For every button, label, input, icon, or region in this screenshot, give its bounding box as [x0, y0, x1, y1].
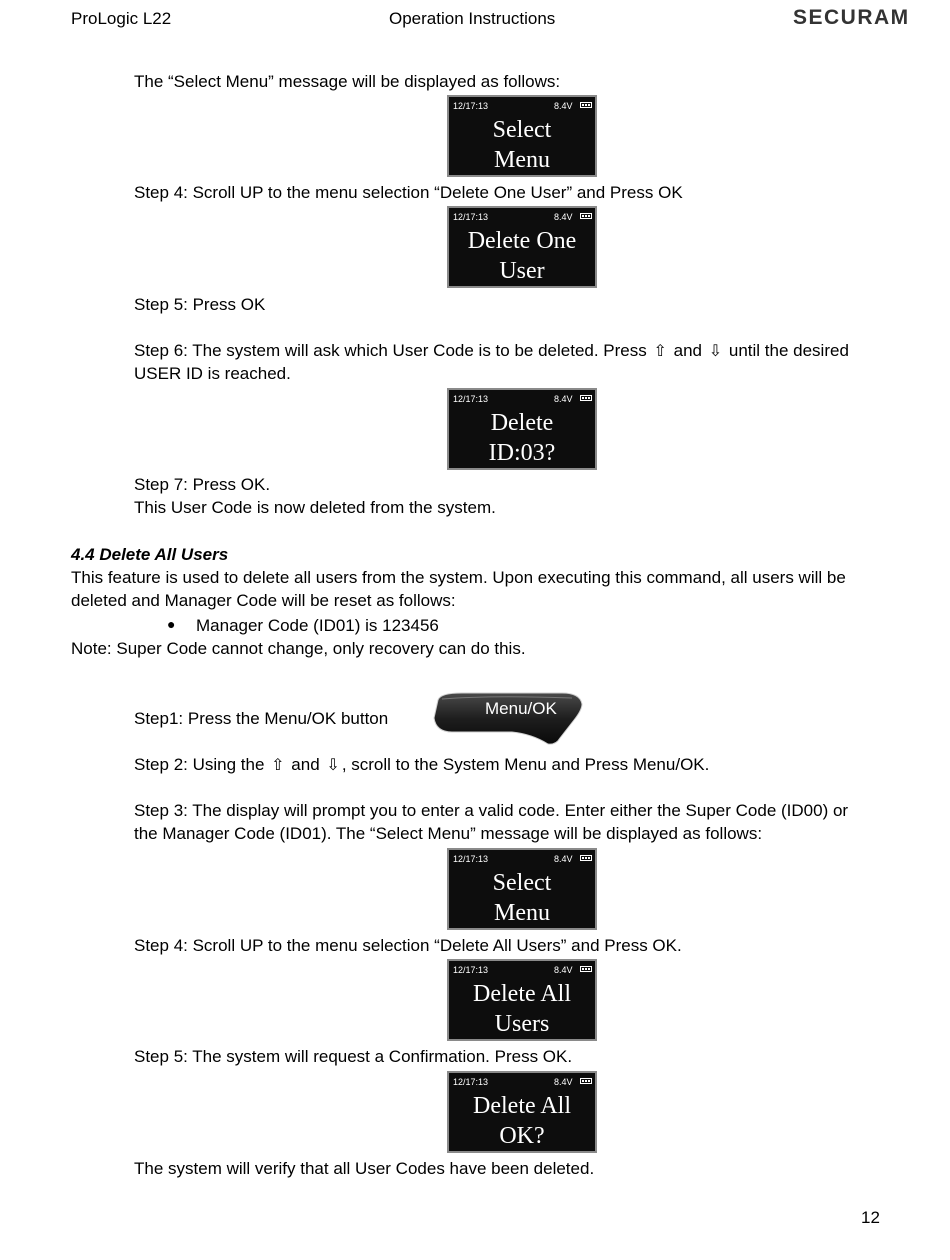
lcd-line-2: Menu	[494, 900, 550, 926]
lcd-screen-select-menu	[447, 95, 597, 177]
lcd-screen-delete-id	[447, 388, 597, 470]
menu-ok-button-image	[432, 690, 584, 746]
text-line: This User Code is now deleted from the system.	[134, 498, 496, 517]
lcd-line-1: Delete All	[473, 981, 571, 1007]
lcd-line-1: Delete All	[473, 1093, 571, 1119]
text-line: Step 5: The system will request a Confirmation. Press OK.	[134, 1047, 573, 1066]
brand-logo: SECURAM	[793, 6, 910, 29]
section-heading: 4.4 Delete All Users	[71, 545, 229, 564]
down-arrow-icon: ⇩	[326, 757, 340, 774]
lcd-line-2: Menu	[494, 147, 550, 173]
lcd-voltage: 8.4V	[554, 212, 573, 222]
lcd-line-2: ID:03?	[488, 440, 556, 466]
text-line: USER ID is reached.	[134, 364, 291, 383]
down-arrow-icon: ⇩	[708, 343, 723, 360]
battery-icon	[580, 395, 592, 401]
lcd-line-1: Delete	[490, 410, 554, 436]
lcd-screen-select-menu-2	[447, 848, 597, 930]
lcd-line-1: Select	[492, 117, 552, 143]
text-line: Step 7: Press OK.	[134, 475, 271, 494]
lcd-line-2: OK?	[499, 1123, 545, 1149]
text-line: Step 3: The display will prompt you to enter a valid code. Enter either the Super Code (ID00) or	[134, 801, 849, 820]
lcd-line-2: Users	[494, 1011, 550, 1037]
page-number: 12	[861, 1208, 880, 1227]
battery-icon	[580, 966, 592, 972]
text-line: Step 5: Press OK	[134, 295, 266, 314]
lcd-line-2: User	[499, 258, 545, 284]
text-line: Step 4: Scroll UP to the menu selection “Delete One User” and Press OK	[134, 183, 683, 202]
lcd-screen-delete-all-ok	[447, 1071, 597, 1153]
text-line: The “Select Menu” message will be displayed as follows:	[134, 72, 561, 91]
text-fragment: Step 2: Using the	[134, 755, 265, 774]
lcd-voltage: 8.4V	[554, 854, 573, 864]
lcd-time: 12/17:13	[453, 1077, 489, 1087]
lcd-line-1: Delete One	[467, 228, 577, 254]
lcd-screen-delete-all-users	[447, 959, 597, 1041]
lcd-line-1: Select	[492, 870, 552, 896]
lcd-voltage: 8.4V	[554, 965, 573, 975]
menu-button-label: Menu/OK	[485, 699, 557, 718]
text-fragment: and	[673, 341, 702, 360]
lcd-voltage: 8.4V	[554, 394, 573, 404]
battery-icon	[580, 855, 592, 861]
lcd-time: 12/17:13	[453, 101, 489, 111]
lcd-voltage: 8.4V	[554, 1077, 573, 1087]
text-line: deleted and Manager Code will be reset as follows:	[71, 591, 456, 610]
text-line: Note: Super Code cannot change, only recovery can do this.	[71, 639, 526, 658]
bullet-icon: ●	[167, 616, 176, 632]
up-arrow-icon: ⇧	[653, 343, 667, 360]
battery-icon	[580, 1078, 592, 1084]
text-fragment: and	[291, 755, 320, 774]
text-fragment: , scroll to the System Menu and Press Menu/OK.	[341, 755, 710, 774]
text-line: The system will verify that all User Codes have been deleted.	[134, 1159, 595, 1178]
battery-icon	[580, 213, 592, 219]
text-line-step2	[134, 753, 709, 777]
text-fragment: Step 6: The system will ask which User Code is to be deleted. Press	[134, 341, 647, 360]
lcd-time: 12/17:13	[453, 854, 489, 864]
header-model: ProLogic L22	[71, 9, 172, 28]
up-arrow-icon: ⇧	[271, 757, 285, 774]
text-line-step6	[134, 339, 849, 363]
text-fragment: until the desired	[728, 341, 849, 360]
text-line: Step 4: Scroll UP to the menu selection “Delete All Users” and Press OK.	[134, 936, 682, 955]
bullet-text: Manager Code (ID01) is 123456	[196, 616, 439, 635]
lcd-voltage: 8.4V	[554, 101, 573, 111]
battery-icon	[580, 102, 592, 108]
text-line: the Manager Code (ID01). The “Select Menu” message will be displayed as follows:	[134, 824, 763, 843]
lcd-time: 12/17:13	[453, 212, 489, 222]
header-title: Operation Instructions	[389, 9, 556, 28]
text-line: Step1: Press the Menu/OK button	[134, 709, 389, 728]
lcd-screen-delete-one-user	[447, 206, 597, 288]
text-line: This feature is used to delete all users from the system. Upon executing this command, all users will be	[71, 568, 846, 587]
lcd-time: 12/17:13	[453, 965, 489, 975]
lcd-time: 12/17:13	[453, 394, 489, 404]
